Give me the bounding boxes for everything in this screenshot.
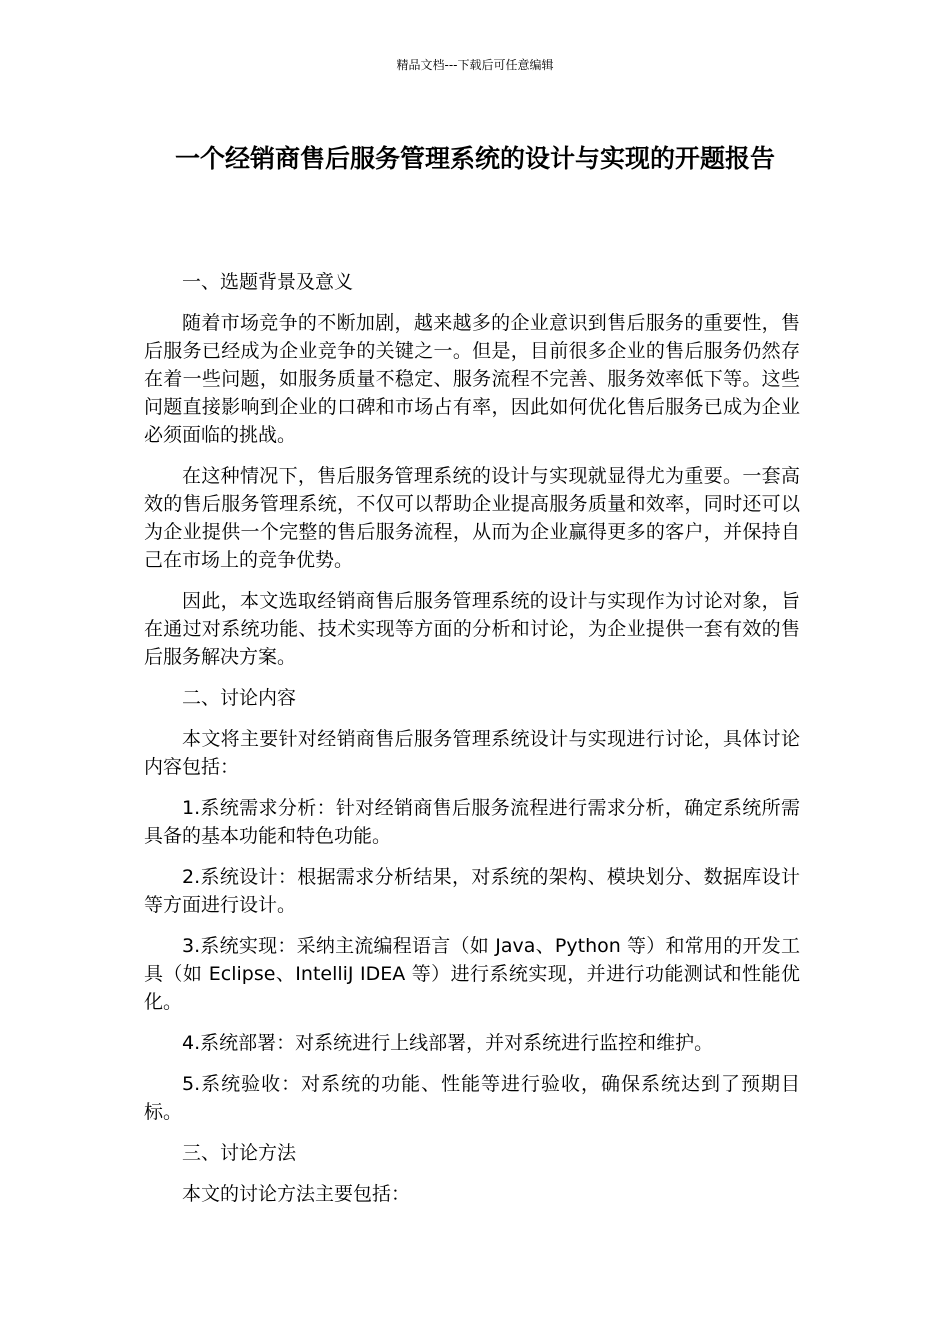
paragraph: 因此，本文选取经销商售后服务管理系统的设计与实现作为讨论对象，旨在通过对系统功能、技术实现等方面的分析和讨论，为企业提供一套有效的售后服务解决方案。 bbox=[144, 590, 800, 668]
header-note: 精品文档---下载后可任意编辑 bbox=[396, 58, 554, 72]
paragraph: 随着市场竞争的不断加剧，越来越多的企业意识到售后服务的重要性，售后服务已经成为企业竞争的关键之一。但是，目前很多企业的售后服务仍然存在着一些问题，如服务质量不稳定、服务流程不完善、服务效率低下等。这些问题直接影响到企业的口碑和市场占有率，因此如何优化售后服务已成为企业必须面临的挑战。 bbox=[144, 312, 800, 446]
list-item: 5.系统验收：对系统的功能、性能等进行验收，确保系统达到了预期目标。 bbox=[144, 1073, 800, 1123]
list-item: 1.系统需求分析：针对经销商售后服务流程进行需求分析，确定系统所需具备的基本功能和特色功能。 bbox=[144, 797, 800, 847]
section-heading-method: 三、讨论方法 bbox=[182, 1142, 297, 1164]
list-item: 4.系统部署：对系统进行上线部署，并对系统进行监控和维护。 bbox=[182, 1032, 714, 1054]
section-heading-background: 一、选题背景及意义 bbox=[182, 271, 354, 293]
paragraph: 本文将主要针对经销商售后服务管理系统设计与实现进行讨论，具体讨论内容包括： bbox=[144, 728, 800, 778]
paragraph: 本文的讨论方法主要包括： bbox=[182, 1183, 411, 1205]
document-title: 一个经销商售后服务管理系统的设计与实现的开题报告 bbox=[174, 144, 775, 173]
section-heading-content: 二、讨论内容 bbox=[182, 687, 297, 709]
paragraph: 在这种情况下，售后服务管理系统的设计与实现就显得尤为重要。一套高效的售后服务管理系统，不仅可以帮助企业提高服务质量和效率，同时还可以为企业提供一个完整的售后服务流程，从而为企业赢得更多的客户，并保持自己在市场上的竞争优势。 bbox=[144, 465, 800, 571]
document-body bbox=[144, 268, 800, 1221]
list-item: 2.系统设计：根据需求分析结果，对系统的架构、模块划分、数据库设计等方面进行设计。 bbox=[144, 866, 800, 916]
list-item: 3.系统实现：采纳主流编程语言（如 Java、Python 等）和常用的开发工具（如 Eclipse、IntelliJ IDEA 等）进行系统实现，并进行功能测试和性能优化。 bbox=[144, 935, 800, 1013]
